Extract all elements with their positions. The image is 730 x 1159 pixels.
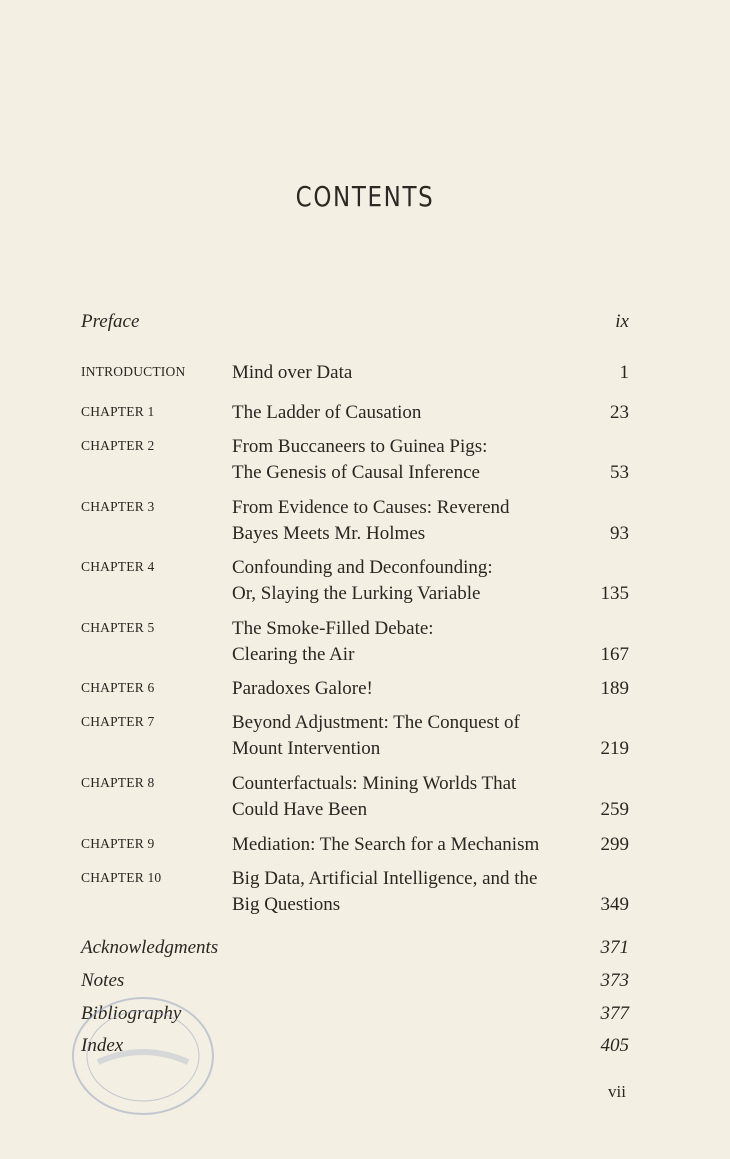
chapter-title-line: Counterfactuals: Mining Worlds That bbox=[232, 773, 517, 794]
chapter-title-line: Big Data, Artificial Intelligence, and the bbox=[232, 868, 538, 889]
toc-entry-notes[interactable] bbox=[81, 970, 629, 992]
chapter-title-line: The Smoke-Filled Debate: bbox=[232, 618, 434, 639]
page-number: vii bbox=[608, 1082, 626, 1101]
toc-entry-label: Bibliography bbox=[81, 1003, 182, 1024]
chapter-title-line: Bayes Meets Mr. Holmes bbox=[232, 523, 426, 544]
chapter-page: 189 bbox=[600, 678, 629, 699]
chapter-label: CHAPTER 4 bbox=[81, 559, 155, 574]
chapter-title bbox=[232, 495, 572, 547]
chapter-title bbox=[232, 434, 572, 486]
library-stamp-icon bbox=[68, 992, 218, 1120]
chapter-title-line: From Buccaneers to Guinea Pigs: bbox=[232, 436, 488, 457]
chapter-page: 53 bbox=[610, 462, 629, 483]
toc-entry-preface[interactable] bbox=[81, 311, 629, 333]
chapter-label: CHAPTER 10 bbox=[81, 870, 162, 885]
chapter-title bbox=[232, 771, 572, 823]
toc-entry-label: Preface bbox=[81, 311, 140, 332]
chapter-title-line: The Ladder of Causation bbox=[232, 402, 422, 423]
chapter-title bbox=[232, 400, 572, 426]
chapter-page: 259 bbox=[600, 799, 629, 820]
chapter-title bbox=[232, 832, 577, 858]
chapter-title-line: Could Have Been bbox=[232, 799, 368, 820]
toc-entry-label: Index bbox=[81, 1035, 124, 1056]
toc-entry-page: 373 bbox=[600, 970, 629, 991]
chapter-page: 219 bbox=[600, 738, 629, 759]
toc-entry-page: 371 bbox=[600, 937, 629, 958]
chapter-title-line: Paradoxes Galore! bbox=[232, 678, 373, 699]
chapter-page: 167 bbox=[600, 644, 629, 665]
chapter-title bbox=[232, 710, 572, 762]
chapter-title-line: Big Questions bbox=[232, 894, 341, 915]
chapter-title-line: Or, Slaying the Lurking Variable bbox=[232, 583, 481, 604]
chapter-title bbox=[232, 676, 572, 702]
chapter-label: CHAPTER 8 bbox=[81, 775, 155, 790]
chapter-label: CHAPTER 1 bbox=[81, 404, 155, 419]
chapter-title-line: Mount Intervention bbox=[232, 738, 381, 759]
chapter-title-line: Confounding and Deconfounding: bbox=[232, 557, 493, 578]
chapter-title-line: The Genesis of Causal Inference bbox=[232, 462, 480, 483]
chapter-label: CHAPTER 2 bbox=[81, 438, 155, 453]
toc-entry-page: 377 bbox=[600, 1003, 629, 1024]
chapter-title bbox=[232, 616, 572, 668]
chapter-page: 1 bbox=[619, 362, 629, 383]
chapter-title bbox=[232, 866, 572, 918]
chapter-title-line: Clearing the Air bbox=[232, 644, 355, 665]
chapter-title-line: Mediation: The Search for a Mechanism bbox=[232, 834, 540, 855]
chapter-label: CHAPTER 5 bbox=[81, 620, 155, 635]
toc-entry-acknowledgments[interactable] bbox=[81, 937, 629, 959]
chapter-title-line: Mind over Data bbox=[232, 362, 353, 383]
chapter-title bbox=[232, 555, 572, 607]
toc-entry-page: 405 bbox=[600, 1035, 629, 1056]
page-title: CONTENTS bbox=[295, 180, 435, 213]
chapter-title bbox=[232, 360, 572, 386]
chapter-page: 23 bbox=[610, 402, 629, 423]
chapter-page: 93 bbox=[610, 523, 629, 544]
chapter-page: 349 bbox=[600, 894, 629, 915]
chapter-page: 299 bbox=[600, 834, 629, 855]
chapter-label: CHAPTER 9 bbox=[81, 836, 155, 851]
chapter-title-line: Beyond Adjustment: The Conquest of bbox=[232, 712, 520, 733]
chapter-label: CHAPTER 6 bbox=[81, 680, 155, 695]
toc-entry-label: Acknowledgments bbox=[81, 937, 219, 958]
chapter-label: CHAPTER 7 bbox=[81, 714, 155, 729]
chapter-title-line: From Evidence to Causes: Reverend bbox=[232, 497, 510, 518]
chapter-label: CHAPTER 3 bbox=[81, 499, 155, 514]
toc-entry-label: Notes bbox=[81, 970, 125, 991]
chapter-label: INTRODUCTION bbox=[81, 364, 186, 379]
chapter-page: 135 bbox=[600, 583, 629, 604]
toc-entry-page: ix bbox=[615, 311, 629, 332]
